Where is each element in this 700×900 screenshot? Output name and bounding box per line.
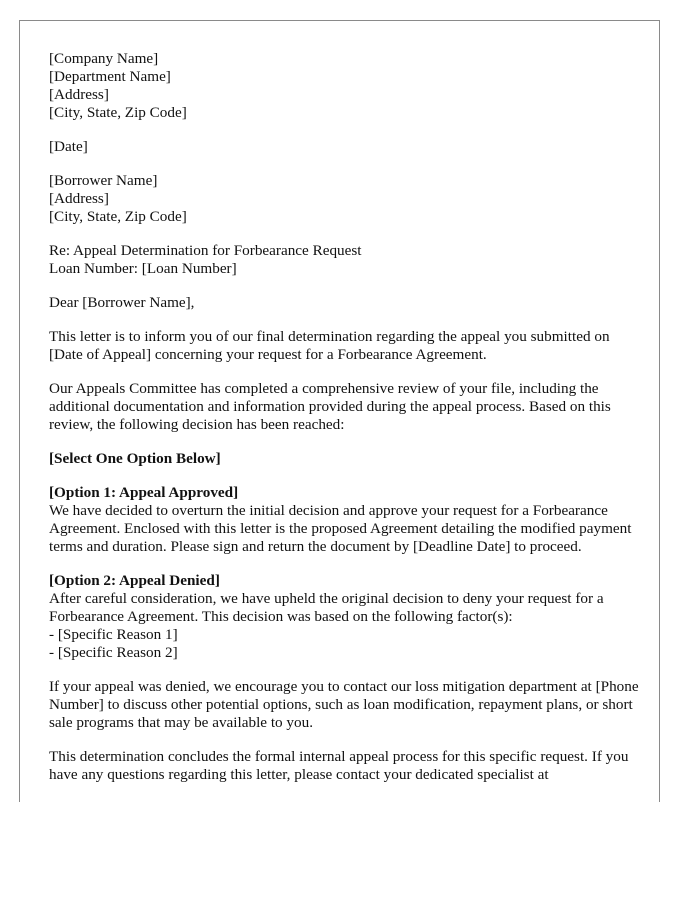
loan-number-line: Loan Number: [Loan Number] — [49, 260, 237, 277]
denied-contact-paragraph: If your appeal was denied, we encourage you to contact our loss mitigation department at [Phone Number] to discuss other potential options, such as loan modification, repayment plans, or short sale programs that may be available to you. — [49, 678, 639, 731]
option-1-heading: [Option 1: Appeal Approved] — [49, 484, 239, 501]
sender-block — [49, 50, 639, 122]
option-1-text: We have decided to overturn the initial decision and approve your request for a Forbearance Agreement. Enclosed with this letter is the proposed Agreement detailing the modified payment terms and duration. Please sign and return the document by [Deadline Date] to proceed. — [49, 502, 632, 555]
recipient-name: [Borrower Name] — [49, 172, 158, 189]
option-2-heading: [Option 2: Appeal Denied] — [49, 572, 220, 589]
date-block — [49, 138, 639, 156]
letter-date: [Date] — [49, 138, 88, 155]
sender-company: [Company Name] — [49, 50, 159, 67]
letter-body — [49, 50, 639, 800]
letter-page — [19, 20, 660, 802]
reason-item: - [Specific Reason 1] — [49, 626, 178, 643]
reason-item: - [Specific Reason 2] — [49, 644, 178, 661]
recipient-block — [49, 172, 639, 226]
sender-city-state-zip: [City, State, Zip Code] — [49, 104, 187, 121]
option-2-text: After careful consideration, we have upheld the original decision to deny your request for a Forbearance Agreement. This decision was based on the following factor(s): — [49, 590, 604, 625]
option-2-block — [49, 572, 639, 662]
recipient-city-state-zip: [City, State, Zip Code] — [49, 208, 187, 225]
salutation: Dear [Borrower Name], — [49, 294, 195, 311]
conclusion-paragraph: This determination concludes the formal internal appeal process for this specific request. If you have any questions regarding this letter, please contact your dedicated specialist at — [49, 748, 629, 783]
sender-department: [Department Name] — [49, 68, 171, 85]
review-paragraph: Our Appeals Committee has completed a comprehensive review of your file, including the additional documentation and information provided during the appeal process. Based on this review, the following decision has been reached: — [49, 380, 611, 433]
subject-block — [49, 242, 639, 278]
intro-paragraph: This letter is to inform you of our final determination regarding the appeal you submitted on [Date of Appeal] concerning your request for a Forbearance Agreement. — [49, 328, 610, 363]
recipient-address: [Address] — [49, 190, 109, 207]
subject-line: Re: Appeal Determination for Forbearance Request — [49, 242, 362, 259]
option-1-block — [49, 484, 639, 556]
select-option-heading: [Select One Option Below] — [49, 450, 221, 467]
salutation-block — [49, 294, 639, 312]
sender-address: [Address] — [49, 86, 109, 103]
